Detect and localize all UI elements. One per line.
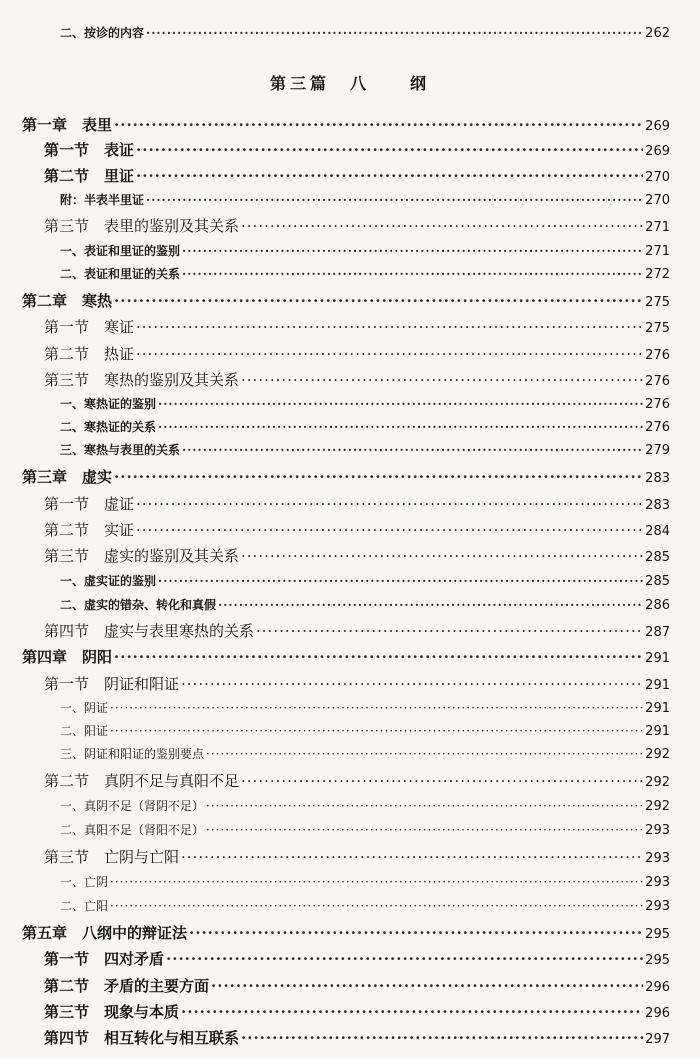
section-label: 第二节 里证: [44, 167, 135, 185]
leader-dots: [182, 443, 643, 457]
section-page: 291: [645, 678, 670, 693]
leader-dots: [182, 267, 643, 281]
subsection-label: 二、虚实的错杂、转化和真假: [60, 598, 217, 612]
section-label: 第三节 表里的鉴别及其关系: [44, 217, 240, 235]
toc-subsection: [60, 395, 670, 412]
subsection-label: 二、寒热证的关系: [60, 420, 157, 434]
subsection-label: 一、阴证: [60, 701, 109, 715]
subsection-page: 271: [645, 244, 670, 259]
subsection-label: 二、亡阳: [60, 899, 109, 913]
section-page: 283: [645, 498, 670, 513]
subsection-page: 276: [645, 420, 670, 435]
toc-subsection: [60, 191, 670, 208]
toc-entry-label: 二、按诊的内容: [60, 26, 145, 40]
leader-dots: [110, 724, 643, 738]
leader-dots: [146, 26, 643, 40]
section-page: 296: [645, 1006, 670, 1021]
toc-subsection: [60, 873, 670, 890]
subsection-label: 一、真阴不足（肾阴不足）: [60, 799, 205, 813]
section-label: 第三节 虚实的鉴别及其关系: [44, 547, 240, 565]
section-page: 287: [645, 625, 670, 640]
section-label: 第二节 实证: [44, 521, 135, 539]
chapter-title: 第二章 寒热: [22, 292, 113, 310]
toc-entry-page: 262: [645, 26, 670, 41]
leader-dots: [256, 622, 643, 640]
toc-section: [44, 215, 670, 236]
leader-dots: [158, 397, 643, 411]
toc-section: [44, 846, 670, 867]
section-page: 293: [645, 851, 670, 866]
leader-dots: [110, 701, 643, 715]
section-label: 第一节 阴证和阳证: [44, 675, 180, 693]
toc-subsection: [60, 596, 670, 613]
toc-chapter: [22, 922, 670, 943]
leader-dots: [136, 495, 643, 513]
leader-dots: [206, 823, 643, 837]
chapter-page: 283: [645, 471, 670, 486]
leader-dots: [181, 675, 643, 693]
leader-dots: [211, 977, 643, 995]
leader-dots: [181, 1003, 643, 1021]
part-title: 第三篇 八 纲: [269, 74, 430, 93]
section-page: 271: [645, 220, 670, 235]
leader-dots: [114, 292, 643, 310]
section-page: 284: [645, 524, 670, 539]
chapter-page: 295: [645, 927, 670, 942]
leader-dots: [241, 772, 643, 790]
toc-subsection: [60, 897, 670, 914]
toc-section: [44, 620, 670, 641]
section-page: 275: [645, 321, 670, 336]
toc-subsection: [60, 699, 670, 716]
toc-section: [44, 165, 670, 186]
toc-section: [44, 1027, 670, 1048]
toc-section: [44, 673, 670, 694]
leader-dots: [218, 598, 643, 612]
section-page: 285: [645, 550, 670, 565]
section-label: 第三节 现象与本质: [44, 1003, 180, 1021]
toc-entry: [60, 24, 670, 41]
section-page: 297: [645, 1032, 670, 1047]
subsection-page: 293: [645, 823, 670, 838]
chapter-title: 第四章 阴阳: [22, 648, 113, 666]
subsection-page: 292: [645, 799, 670, 814]
section-label: 第一节 四对矛盾: [44, 950, 165, 968]
leader-dots: [114, 648, 643, 666]
toc-subsection: [60, 265, 670, 282]
toc-subsection: [60, 797, 670, 814]
toc-subsection: [60, 572, 670, 589]
chapter-title: 第五章 八纲中的辩证法: [22, 924, 188, 942]
toc-subsection: [60, 418, 670, 435]
toc-subsection: [60, 722, 670, 739]
subsection-label: 三、阴证和阳证的鉴别要点: [60, 747, 205, 761]
toc-section: [44, 316, 670, 337]
leader-dots: [158, 574, 643, 588]
toc-section: [44, 519, 670, 540]
leader-dots: [114, 468, 643, 486]
toc-section: [44, 545, 670, 566]
section-page: 270: [645, 170, 670, 185]
section-page: 269: [645, 144, 670, 159]
leader-dots: [136, 141, 643, 159]
toc-section: [44, 1001, 670, 1022]
subsection-page: 291: [645, 724, 670, 739]
subsection-page: 276: [645, 397, 670, 412]
toc-subsection: [60, 441, 670, 458]
leader-dots: [241, 217, 643, 235]
leader-dots: [241, 371, 643, 389]
subsection-page: 292: [645, 747, 670, 762]
section-label: 第二节 热证: [44, 345, 135, 363]
chapter-page: 291: [645, 651, 670, 666]
toc-chapter: [22, 466, 670, 487]
section-label: 第一节 寒证: [44, 318, 135, 336]
leader-dots: [206, 799, 643, 813]
section-label: 第一节 虚证: [44, 495, 135, 513]
subsection-label: 二、表证和里证的关系: [60, 267, 181, 281]
section-label: 第三节 亡阴与亡阳: [44, 848, 180, 866]
subsection-page: 270: [645, 193, 670, 208]
chapter-page: 269: [645, 119, 670, 134]
subsection-label: 一、表证和里证的鉴别: [60, 244, 181, 258]
leader-dots: [136, 167, 643, 185]
leader-dots: [158, 420, 643, 434]
subsection-page: 279: [645, 443, 670, 458]
toc-chapter: [22, 290, 670, 311]
subsection-label: 附：半表半里证: [60, 193, 145, 207]
subsection-label: 一、虚实证的鉴别: [60, 574, 157, 588]
section-label: 第二节 真阴不足与真阳不足: [44, 772, 240, 790]
chapter-title: 第一章 表里: [22, 116, 113, 134]
leader-dots: [241, 547, 643, 565]
toc-section: [44, 975, 670, 996]
toc-subsection: [60, 745, 670, 762]
leader-dots: [136, 521, 643, 539]
toc-subsection: [60, 242, 670, 259]
section-page: 276: [645, 374, 670, 389]
toc-section: [44, 493, 670, 514]
leader-dots: [182, 244, 643, 258]
leader-dots: [110, 875, 643, 889]
subsection-label: 三、寒热与表里的关系: [60, 443, 181, 457]
leader-dots: [181, 848, 643, 866]
chapter-title: 第三章 虚实: [22, 468, 113, 486]
leader-dots: [110, 899, 643, 913]
subsection-label: 二、阳证: [60, 724, 109, 738]
section-label: 第三节 寒热的鉴别及其关系: [44, 371, 240, 389]
leader-dots: [114, 116, 643, 134]
leader-dots: [189, 924, 643, 942]
subsection-label: 一、寒热证的鉴别: [60, 397, 157, 411]
subsection-label: 一、亡阴: [60, 875, 109, 889]
section-page: 296: [645, 980, 670, 995]
leader-dots: [166, 950, 643, 968]
leader-dots: [146, 193, 643, 207]
subsection-page: 285: [645, 574, 670, 589]
toc-subsection: [60, 821, 670, 838]
toc-section: [44, 770, 670, 791]
section-page: 295: [645, 953, 670, 968]
section-label: 第一节 表证: [44, 141, 135, 159]
toc-section: [44, 948, 670, 969]
toc-section: [44, 369, 670, 390]
section-label: 第四节 虚实与表里寒热的关系: [44, 622, 255, 640]
leader-dots: [241, 1029, 643, 1047]
section-page: 276: [645, 348, 670, 363]
subsection-page: 286: [645, 598, 670, 613]
subsection-label: 二、真阳不足（肾阳不足）: [60, 823, 205, 837]
subsection-page: 272: [645, 267, 670, 282]
leader-dots: [206, 747, 643, 761]
subsection-page: 293: [645, 899, 670, 914]
section-label: 第四节 相互转化与相互联系: [44, 1029, 240, 1047]
section-page: 292: [645, 775, 670, 790]
subsection-page: 291: [645, 701, 670, 716]
toc-chapter: [22, 114, 670, 135]
subsection-page: 293: [645, 875, 670, 890]
toc-section: [44, 343, 670, 364]
toc-section: [44, 139, 670, 160]
toc-chapter: [22, 646, 670, 667]
chapter-page: 275: [645, 295, 670, 310]
leader-dots: [136, 345, 643, 363]
leader-dots: [136, 318, 643, 336]
section-label: 第二节 矛盾的主要方面: [44, 977, 210, 995]
